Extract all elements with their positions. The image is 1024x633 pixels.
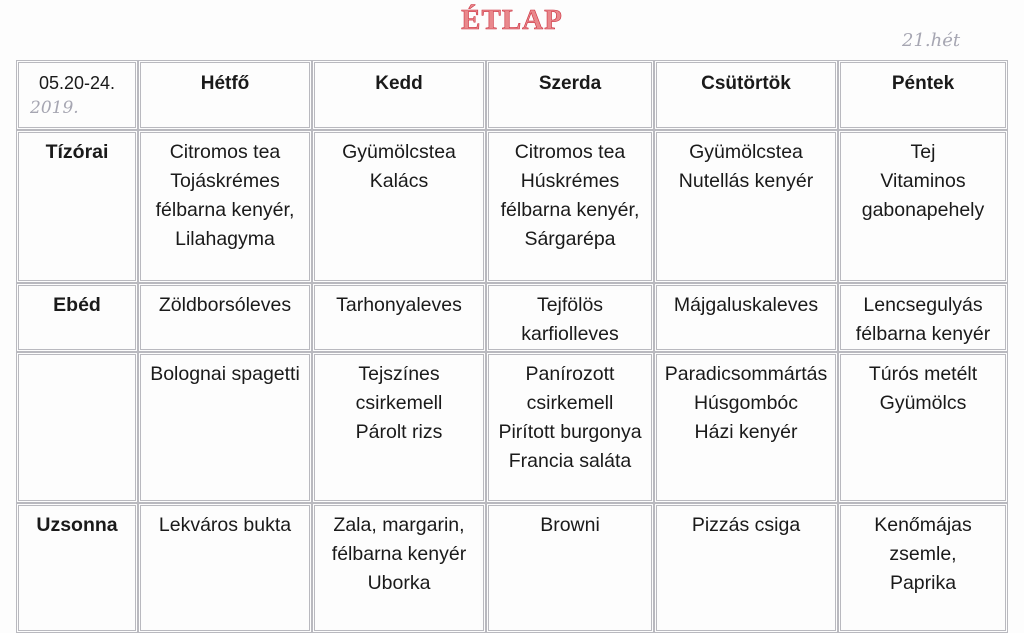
menu-item: Húskrémes [520,170,620,192]
menu-cell [654,130,838,283]
menu-item: Paprika [889,572,957,594]
menu-item: Panírozott [525,363,615,385]
menu-cell [654,503,838,633]
menu-cell [838,283,1008,352]
menu-cell [138,352,312,503]
menu-item: félbarna kenyér [331,543,467,565]
menu-cell [486,130,654,283]
menu-item: Tejfölös [536,294,604,316]
menu-cell [486,352,654,503]
table-row [16,503,1008,633]
menu-item: Citromos tea [169,141,281,163]
menu-item: Sárgarépa [524,228,616,250]
menu-cell [312,130,486,283]
day-header-friday: Péntek [838,60,1008,130]
menu-item: Zala, margarin, [333,514,465,536]
menu-item: karfiolleves [521,323,619,345]
menu-cell [654,352,838,503]
menu-item: Browni [540,514,600,536]
menu-item: Zöldborsóleves [158,294,292,316]
menu-item: Citromos tea [514,141,626,163]
menu-item: Húsgombóc [693,392,799,414]
menu-cell [838,130,1008,283]
menu-item: Uborka [367,572,431,594]
day-header-thursday: Csütörtök [654,60,838,130]
week-note: 21.hét [902,30,961,51]
row-label: Ebéd [16,283,138,352]
menu-title: ÉTLAP [461,4,563,36]
menu-item: Gyümölcs [879,392,967,414]
menu-item: Gyümölcstea [689,141,803,163]
menu-cell [138,503,312,633]
menu-cell [312,503,486,633]
menu-item: Kalács [369,170,429,192]
menu-item: Tojáskrémes [170,170,280,192]
menu-cell [838,503,1008,633]
header-row [16,60,1008,130]
row-label [16,352,138,503]
menu-item: csirkemell [355,392,443,414]
menu-cell [138,283,312,352]
menu-item: zsemle, [889,543,957,565]
year-note: 2019. [30,98,79,118]
table-row [16,283,1008,352]
menu-table [16,60,1008,633]
row-label: Tízórai [16,130,138,283]
menu-cell [312,283,486,352]
menu-item: Házi kenyér [694,421,798,443]
menu-item: Pizzás csiga [691,514,801,536]
menu-item: félbarna kenyér, [155,199,295,221]
menu-cell [138,130,312,283]
menu-item: Paradicsommártás [664,363,828,385]
menu-item: Vitaminos [880,170,966,192]
menu-item: Pirított burgonya [498,421,642,443]
menu-item: Francia saláta [508,450,632,472]
menu-item: Gyümölcstea [342,141,456,163]
menu-cell [654,283,838,352]
day-header-monday: Hétfő [138,60,312,130]
table-row [16,130,1008,283]
menu-item: Lencsegulyás [863,294,983,316]
menu-item: Lilahagyma [175,228,275,250]
menu-cell [486,503,654,633]
menu-item: Bolognai spagetti [150,363,300,385]
menu-item: Tej [910,141,936,163]
menu-cell [838,352,1008,503]
menu-item: Túrós metélt [868,363,978,385]
menu-item: Kenőmájas [874,514,972,536]
menu-item: félbarna kenyér [855,323,991,345]
menu-item: Májgaluskaleves [673,294,819,316]
menu-item: Tejszínes [358,363,440,385]
table-row [16,352,1008,503]
menu-item: Tarhonyaleves [336,294,462,316]
menu-cell [486,283,654,352]
date-range-cell: 05.20-24. [16,60,138,130]
menu-item: gabonapehely [861,199,985,221]
day-header-wednesday: Szerda [486,60,654,130]
menu-item: Párolt rizs [355,421,443,443]
day-header-tuesday: Kedd [312,60,486,130]
menu-item: Lekváros bukta [158,514,292,536]
menu-item: félbarna kenyér, [500,199,640,221]
menu-item: csirkemell [526,392,614,414]
row-label: Uzsonna [16,503,138,633]
menu-cell [312,352,486,503]
menu-item: Nutellás kenyér [678,170,814,192]
